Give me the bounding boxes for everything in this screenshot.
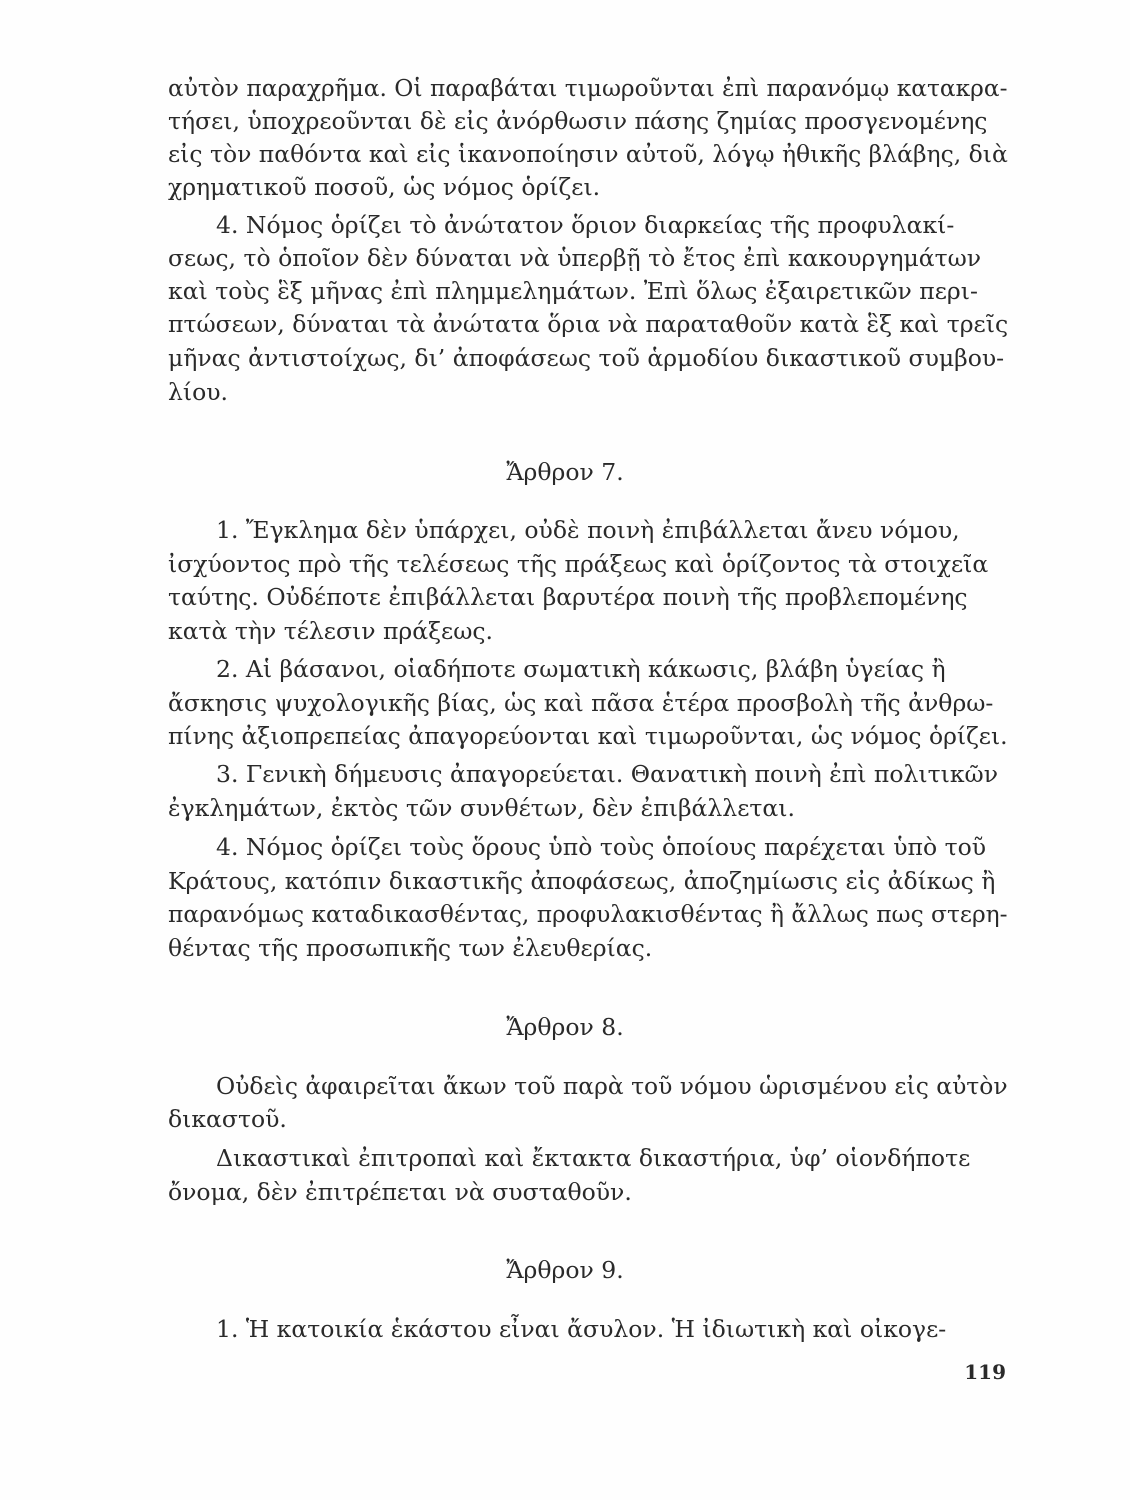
text-line: κατὰ τὴν τέλεσιν πράξεως. — [168, 617, 494, 645]
text-line: ὄνομα, δὲν ἐπιτρέπεται νὰ συσταθοῦν. — [168, 1178, 632, 1206]
text-line: Δικαστικαὶ ἐπιτροπαὶ καὶ ἔκτακτα δικαστήρια, ὑφ’ οἱονδήποτε — [216, 1144, 971, 1172]
text-line: Κράτους, κατόπιν δικαστικῆς ἀποφάσεως, ἀποζημίωσις εἰς ἀδίκως ἢ — [168, 867, 996, 895]
text-line: 1. Ἔγκλημα δὲν ὑπάρχει, οὐδὲ ποινὴ ἐπιβάλλεται ἄνευ νόμου, — [216, 516, 960, 544]
text-line: 2. Αἱ βάσανοι, οἱαδήποτε σωματικὴ κάκωσις, βλάβη ὑγείας ἢ — [216, 655, 946, 683]
text-line: αὐτὸν παραχρῆμα. Οἱ παραβάται τιμωροῦνται ἐπὶ παρανόμῳ κατακρα- — [168, 75, 1008, 102]
article-heading: Ἄρθρον 8. — [506, 1013, 624, 1041]
text-line: πτώσεων, δύναται τὰ ἀνώτατα ὅρια νὰ παραταθοῦν κατὰ ἓξ καὶ τρεῖς — [168, 310, 1009, 338]
text-line: ἄσκησις ψυχολογικῆς βίας, ὡς καὶ πᾶσα ἑτέρα προσβολὴ τῆς ἀνθρω- — [168, 689, 994, 717]
text-line: θέντας τῆς προσωπικῆς των ἐλευθερίας. — [168, 934, 653, 962]
text-line: ἰσχύοντος πρὸ τῆς τελέσεως τῆς πράξεως καὶ ὁρίζοντος τὰ στοιχεῖα — [168, 550, 989, 578]
text-line: λίου. — [168, 378, 229, 406]
text-line: παρανόμως καταδικασθέντας, προφυλακισθέντας ἢ ἄλλως πως στερη- — [168, 900, 1008, 928]
text-line: τήσει, ὑποχρεοῦνται δὲ εἰς ἀνόρθωσιν πάσης ζημίας προσγενομένης — [168, 107, 988, 135]
text-line: πίνης ἀξιοπρεπείας ἀπαγορεύονται καὶ τιμωροῦνται, ὡς νόμος ὁρίζει. — [168, 722, 1008, 750]
text-line: 3. Γενικὴ δήμευσις ἀπαγορεύεται. Θανατικὴ ποινὴ ἐπὶ πολιτικῶν — [216, 760, 998, 788]
text-line: χρηματικοῦ ποσοῦ, ὡς νόμος ὁρίζει. — [168, 173, 601, 201]
text-line: καὶ τοὺς ἓξ μῆνας ἐπὶ πλημμελημάτων. Ἐπὶ ὅλως ἐξαιρετικῶν περι- — [168, 277, 978, 305]
article-heading: Ἄρθρον 9. — [506, 1256, 624, 1284]
page-number: 119 — [964, 1360, 1006, 1384]
text-line: μῆνας ἀντιστοίχως, δι’ ἀποφάσεως τοῦ ἁρμοδίου δικαστικοῦ συμβου- — [168, 344, 1005, 372]
text-line: Οὐδεὶς ἀφαιρεῖται ἄκων τοῦ παρὰ τοῦ νόμου ὡρισμένου εἰς αὐτὸν — [216, 1072, 1008, 1100]
text-line: εἰς τὸν παθόντα καὶ εἰς ἱκανοποίησιν αὐτοῦ, λόγῳ ἠθικῆς βλάβης, διὰ — [168, 140, 1008, 168]
text-line: ταύτης. Οὐδέποτε ἐπιβάλλεται βαρυτέρα ποινὴ τῆς προβλεπομένης — [168, 583, 968, 611]
article-heading: Ἄρθρον 7. — [506, 458, 624, 486]
text-line: ἐγκλημάτων, ἐκτὸς τῶν συνθέτων, δὲν ἐπιβάλλεται. — [168, 794, 795, 822]
text-line: 1. Ἡ κατοικία ἑκάστου εἶναι ἄσυλον. Ἡ ἰδιωτικὴ καὶ οἰκογε- — [216, 1315, 947, 1343]
text-line: 4. Νόμος ὁρίζει τὸ ἀνώτατον ὅριον διαρκείας τῆς προφυλακί- — [216, 211, 955, 239]
text-line: 4. Νόμος ὁρίζει τοὺς ὅρους ὑπὸ τοὺς ὁποίους παρέχεται ὑπὸ τοῦ — [216, 833, 987, 861]
text-line: δικαστοῦ. — [168, 1105, 287, 1133]
text-line: σεως, τὸ ὁποῖον δὲν δύναται νὰ ὑπερβῇ τὸ ἔτος ἐπὶ κακουργημάτων — [168, 244, 982, 272]
